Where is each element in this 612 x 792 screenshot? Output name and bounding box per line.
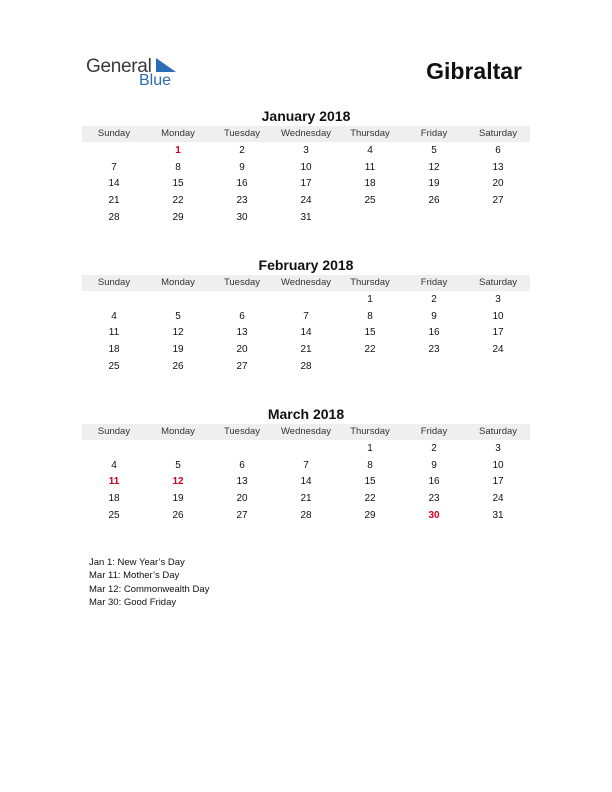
day-cell: 16 [236,178,248,190]
holiday-day-cell: 30 [428,509,440,521]
day-cell: 6 [239,459,245,471]
day-cell: 24 [492,493,504,505]
day-cell [338,359,402,376]
day-cell: 17 [492,327,504,339]
weekday-label: Thursday [350,277,390,288]
day-cell: 15 [172,178,184,190]
day-cell: 21 [300,344,312,356]
day-cell: 10 [300,161,312,173]
day-cell: 2 [239,145,245,156]
day-cell [210,292,274,309]
day-cell: 28 [300,360,312,372]
day-cell: 12 [172,327,184,339]
week-row [82,458,530,475]
week-row [82,474,530,491]
day-cell: 25 [108,360,120,372]
month-calendar [82,107,530,226]
month-title: March 2018 [267,406,345,422]
day-cell: 1 [367,294,373,305]
holiday-item: Jan 1: New Year’s Day [89,557,185,568]
day-cell: 24 [492,344,504,356]
week-row [82,143,530,160]
weekday-label: Thursday [350,128,390,139]
weekday-label: Wednesday [281,128,331,139]
day-cell: 26 [172,360,184,372]
day-cell: 8 [367,310,373,322]
day-cell: 4 [367,145,373,156]
day-cell: 1 [367,443,373,454]
month-title: February 2018 [258,257,354,273]
weekday-label: Monday [161,277,195,288]
day-cell: 18 [364,178,376,190]
day-cell: 9 [239,161,245,173]
day-cell: 8 [367,459,373,471]
week-row [82,342,530,359]
day-cell [274,292,338,309]
day-cell: 4 [111,310,117,322]
day-cell: 19 [428,178,440,190]
holiday-list [89,556,209,610]
day-cell: 5 [431,145,437,156]
day-cell: 7 [303,310,309,322]
weekday-label: Monday [161,426,195,437]
day-cell [274,441,338,458]
day-cell: 9 [431,459,437,471]
day-cell: 28 [300,509,312,521]
day-cell: 13 [236,476,248,488]
day-cell: 27 [492,195,504,207]
holiday-day-cell: 12 [172,476,184,488]
day-cell: 21 [300,493,312,505]
day-cell: 19 [172,344,184,356]
day-cell [338,210,402,227]
day-cell: 17 [492,476,504,488]
day-cell: 29 [364,509,376,521]
day-cell: 22 [364,344,376,356]
month-calendar [82,405,530,524]
day-cell: 11 [108,327,120,339]
day-cell: 20 [492,178,504,190]
day-cell: 7 [303,459,309,471]
day-cell: 2 [431,294,437,305]
day-cell [82,441,146,458]
weekday-label: Thursday [350,426,390,437]
day-cell [210,441,274,458]
logo-word-blue: Blue [139,72,172,89]
weekday-header [82,126,530,142]
day-cell: 22 [172,195,184,207]
weekday-header [82,424,530,440]
day-cell [82,292,146,309]
day-cell: 16 [428,476,440,488]
day-cell: 14 [108,178,120,190]
day-cell: 3 [303,145,309,156]
day-cell: 5 [175,310,181,322]
week-row [82,160,530,177]
day-cell: 27 [236,509,248,521]
day-cell: 25 [108,509,120,521]
day-cell: 7 [111,161,117,173]
day-cell: 15 [364,327,376,339]
week-row [82,292,530,309]
day-cell: 10 [492,459,504,471]
holiday-day-cell: 1 [175,145,181,156]
weekday-header [82,275,530,291]
day-cell: 17 [300,178,312,190]
day-cell: 18 [108,344,120,356]
weekday-label: Wednesday [281,426,331,437]
day-cell: 31 [300,211,312,223]
weekday-label: Saturday [478,426,518,437]
weekday-label: Friday [420,277,448,288]
day-cell: 23 [236,195,248,207]
week-row [82,210,530,227]
day-cell: 14 [300,476,312,488]
day-cell: 27 [236,360,248,372]
week-row [82,441,530,458]
day-cell: 6 [495,145,501,156]
day-cell [82,143,146,160]
day-cell: 24 [300,195,312,207]
month-calendar [82,256,530,375]
day-cell: 13 [492,161,504,173]
day-cell: 5 [175,459,181,471]
brand-logo [86,56,196,92]
day-cell: 31 [492,509,504,521]
day-cell: 13 [236,327,248,339]
month-title: January 2018 [261,108,351,124]
day-cell: 20 [236,493,248,505]
day-cell: 3 [495,443,501,454]
day-cell [146,292,210,309]
weekday-label: Saturday [478,277,518,288]
weekday-label: Tuesday [223,128,261,139]
day-cell: 23 [428,493,440,505]
day-cell: 10 [492,310,504,322]
day-cell [402,359,466,376]
week-row [82,176,530,193]
day-cell: 25 [364,195,376,207]
day-cell: 30 [236,211,248,223]
weekday-label: Sunday [97,128,131,139]
week-row [82,508,530,525]
weekday-label: Monday [161,128,195,139]
weekday-label: Tuesday [223,426,261,437]
week-row [82,491,530,508]
day-cell: 23 [428,344,440,356]
day-cell: 26 [172,509,184,521]
day-cell: 15 [364,476,376,488]
day-cell: 3 [495,294,501,305]
holiday-item: Mar 30: Good Friday [89,597,177,609]
holiday-item: Mar 12: Commonwealth Day [89,583,210,595]
week-row [82,309,530,326]
day-cell [146,441,210,458]
day-cell: 26 [428,195,440,207]
day-cell: 20 [236,344,248,356]
day-cell [466,359,530,376]
week-row [82,325,530,342]
weekday-label: Sunday [97,277,131,288]
country-title: Gibraltar [426,58,522,84]
holiday-item: Mar 11: Mother’s Day [89,570,180,582]
day-cell: 12 [428,161,440,173]
day-cell: 8 [175,161,181,173]
day-cell: 22 [364,493,376,505]
day-cell: 14 [300,327,312,339]
day-cell: 29 [172,211,184,223]
day-cell: 11 [364,161,376,173]
logo-word-general: General [86,56,152,77]
logo-triangle-icon [154,58,176,72]
week-row [82,359,530,376]
day-cell [466,210,530,227]
day-cell: 18 [108,493,120,505]
day-cell: 9 [431,310,437,322]
day-cell: 19 [172,493,184,505]
weekday-label: Wednesday [281,277,331,288]
day-cell [402,210,466,227]
weekday-label: Friday [420,426,448,437]
day-cell: 2 [431,443,437,454]
weekday-label: Sunday [97,426,131,437]
weekday-label: Tuesday [223,277,261,288]
day-cell: 4 [111,459,117,471]
weekday-label: Saturday [478,128,518,139]
day-cell: 28 [108,211,120,223]
week-row [82,193,530,210]
day-cell: 6 [239,310,245,322]
holiday-day-cell: 11 [108,476,120,488]
weekday-label: Friday [420,128,448,139]
day-cell: 21 [108,195,120,207]
day-cell: 16 [428,327,440,339]
